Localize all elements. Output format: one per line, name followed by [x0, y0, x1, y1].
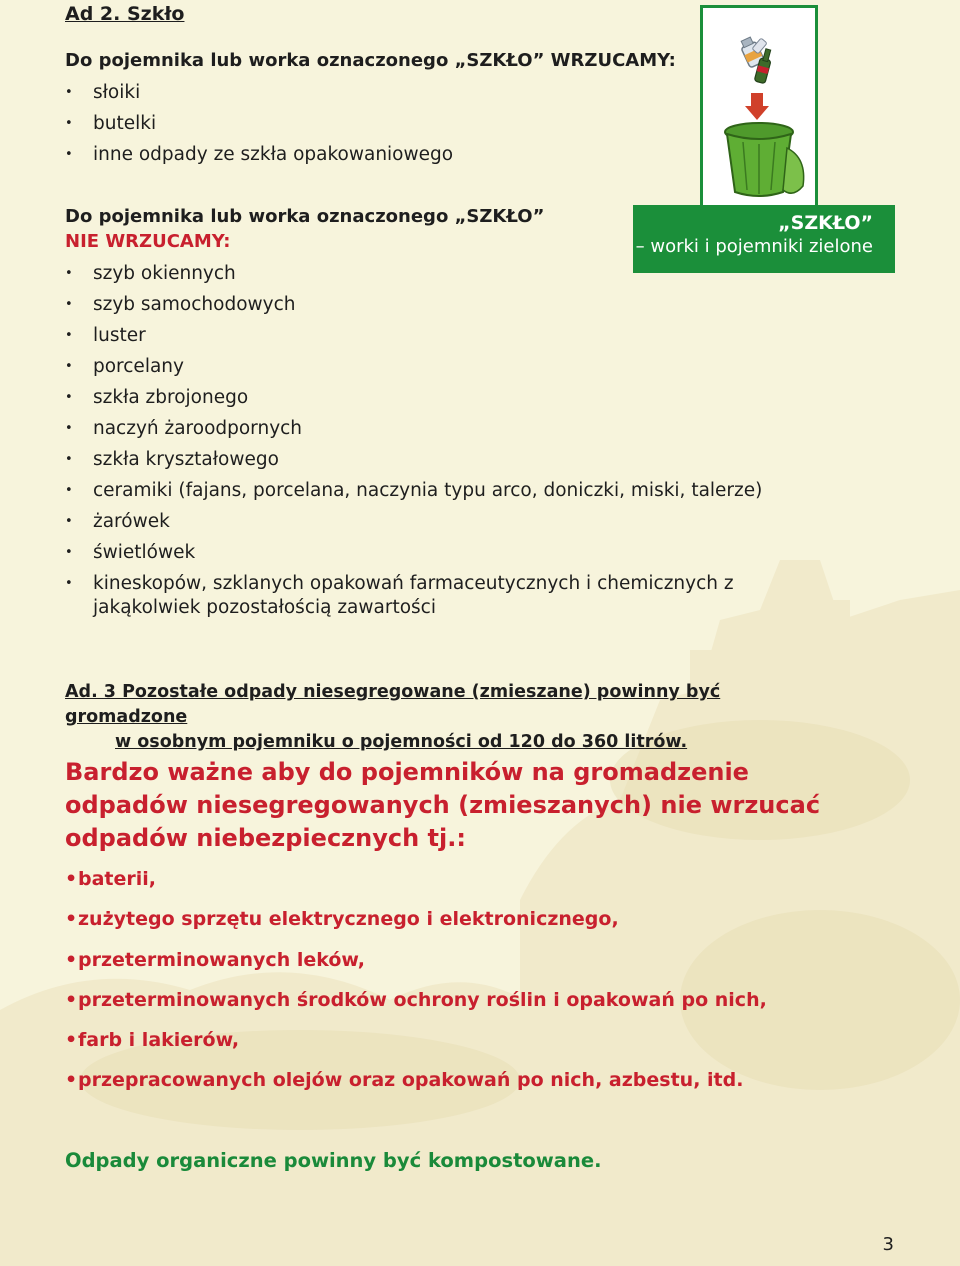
glass-bin-label-description: – worki i pojemniki zielone	[635, 236, 873, 257]
forbidden-item: • kineskopów, szklanych opakowań farmaceutycznych i chemicznych z jakąkolwiek pozostałością zawartości	[65, 572, 825, 620]
hazardous-item: • przeterminowanych leków,	[65, 947, 865, 973]
forbidden-item: • luster	[65, 324, 825, 348]
glass-bin-label-name: „SZKŁO”	[778, 212, 873, 234]
page-number: 3	[882, 1234, 894, 1255]
forbidden-item: • szyb okiennych	[65, 262, 825, 286]
green-bin-icon	[703, 8, 815, 206]
hazardous-item: • przepracowanych olejów oraz opakowań po nich, azbestu, itd.	[65, 1067, 865, 1093]
ad3-paragraph	[65, 680, 825, 755]
forbidden-item: • żarówek	[65, 510, 825, 534]
hazardous-item: • baterii,	[65, 866, 865, 892]
forbidden-item: • szkła kryształowego	[65, 448, 825, 472]
forbidden-item: • porcelany	[65, 355, 825, 379]
forbidden-item: • szkła zbrojonego	[65, 386, 825, 410]
section-heading-glass: Ad 2. Szkło	[65, 3, 185, 25]
forbidden-list-title: Do pojemnika lub worka oznaczonego „SZKŁO”	[65, 206, 545, 227]
forbidden-item: • szyb samochodowych	[65, 293, 825, 317]
forbidden-item: • naczyń żaroodpornych	[65, 417, 825, 441]
allowed-item: • butelki	[65, 112, 625, 136]
hazardous-item: • farb i lakierów,	[65, 1027, 865, 1053]
allowed-item: • inne odpady ze szkła opakowaniowego	[65, 143, 625, 167]
allowed-item: • słoiki	[65, 81, 625, 105]
forbidden-item: • ceramiki (fajans, porcelana, naczynia typu arco, doniczki, miski, talerze)	[65, 479, 825, 503]
forbidden-item: • świetlówek	[65, 541, 825, 565]
glass-bin-illustration	[700, 5, 818, 209]
glass-bin-label-box	[633, 205, 895, 273]
forbidden-list-subtitle: NIE WRZUCAMY:	[65, 231, 231, 252]
compost-note: Odpady organiczne powinny być kompostowane.	[65, 1149, 602, 1172]
hazardous-waste-list	[65, 866, 865, 1108]
hazardous-warning-title: Bardzo ważne aby do pojemników na gromadzenie odpadów niesegregowanych (zmieszanych) nie wrzucać odpadów niebezpiecznych tj.:	[65, 758, 821, 852]
ad3-line-2: w osobnym pojemniku o pojemności od 120 do 360 litrów.	[115, 732, 688, 752]
allowed-list-title: Do pojemnika lub worka oznaczonego „SZKŁO” WRZUCAMY:	[65, 50, 676, 71]
hazardous-item: • przeterminowanych środków ochrony roślin i opakowań po nich,	[65, 987, 865, 1013]
hazardous-item: • zużytego sprzętu elektrycznego i elektronicznego,	[65, 906, 865, 932]
ad3-line-1: Ad. 3 Pozostałe odpady niesegregowane (zmieszane) powinny być gromadzone	[65, 682, 721, 727]
allowed-list	[65, 81, 625, 174]
forbidden-list	[65, 262, 825, 627]
